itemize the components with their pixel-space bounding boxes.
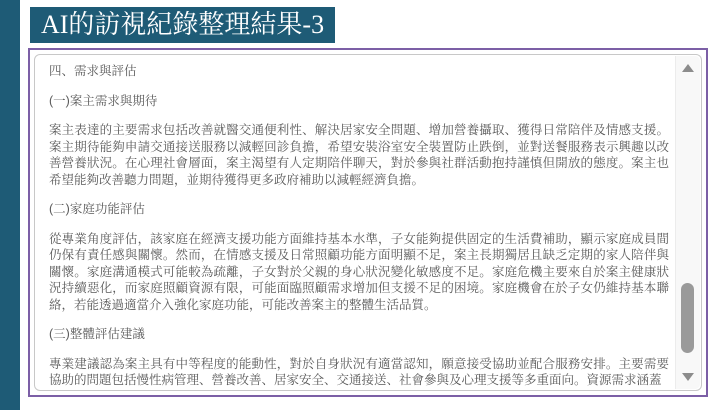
section-heading: 四、需求與評估 (49, 64, 137, 78)
scroll-down-button[interactable] (676, 368, 700, 386)
paragraph: 從專業角度評估，該家庭在經濟支援功能方面維持基本水準，子女能夠提供固定的生活費補助，顯示家庭成員間仍保有責任感與關懷。然而，在情感支援及日常照顧功能方面明顯不足，案主長期獨居且缺乏定期的家人陪伴與關懷。家庭溝通模式可能較為疏離，子女對於父親的身心狀況變化敏感度不足。家庭危機主要來自於案主健康狀況持續惡化，而家庭照顧資源有限，可能面臨照顧需求增加但支援不足的困境。家庭機會在於子女仍維持基本聯絡，若能透過適當介入強化家庭功能，可能改善案主的整體生活品質。 (49, 231, 669, 312)
section-heading: (三)整體評估建議 (49, 327, 145, 341)
section-heading: (二)家庭功能評估 (49, 202, 145, 216)
section-heading: (一)案主需求與期待 (49, 93, 158, 108)
paragraph: 案主表達的主要需求包括改善就醫交通便利性、解決居家安全問題、增加營養攝取、獲得日常陪伴及情感支援。案主期待能夠申請交通接送服務以減輕回診負擔，希望安裝浴室安全裝置防止跌倒，並對送餐服務表示興趣以改善營養狀況。在心理社會層面，案主渴望有人定期陪伴聊天，對於參與社群活動抱持謹慎但開放的態度。案主也希望能夠改善聽力問題，並期待獲得更多政府補助以減輕經濟負擔。 (49, 123, 669, 187)
report-text (35, 55, 675, 390)
scroll-down-icon (682, 373, 694, 381)
scrollbar-thumb[interactable] (681, 283, 694, 353)
scrollbar[interactable] (675, 56, 700, 389)
paragraph: 專業建議認為案主具有中等程度的能動性，對於自身狀況有適當認知，願意接受協助並配合服務安排。主要需要協助的問題包括慢性病管理、營養改善、居家安全、交通接送、社會參與及心理支援等多重面向。資源需求涵蓋 (49, 356, 669, 387)
scroll-up-button[interactable] (676, 59, 700, 77)
summary-panel (28, 48, 708, 397)
slide-accent-bar (0, 0, 20, 410)
scroll-up-icon (682, 64, 694, 72)
page-title: AI的訪視紀錄整理結果-3 (30, 7, 335, 43)
scrollable-text-area[interactable] (34, 54, 702, 391)
